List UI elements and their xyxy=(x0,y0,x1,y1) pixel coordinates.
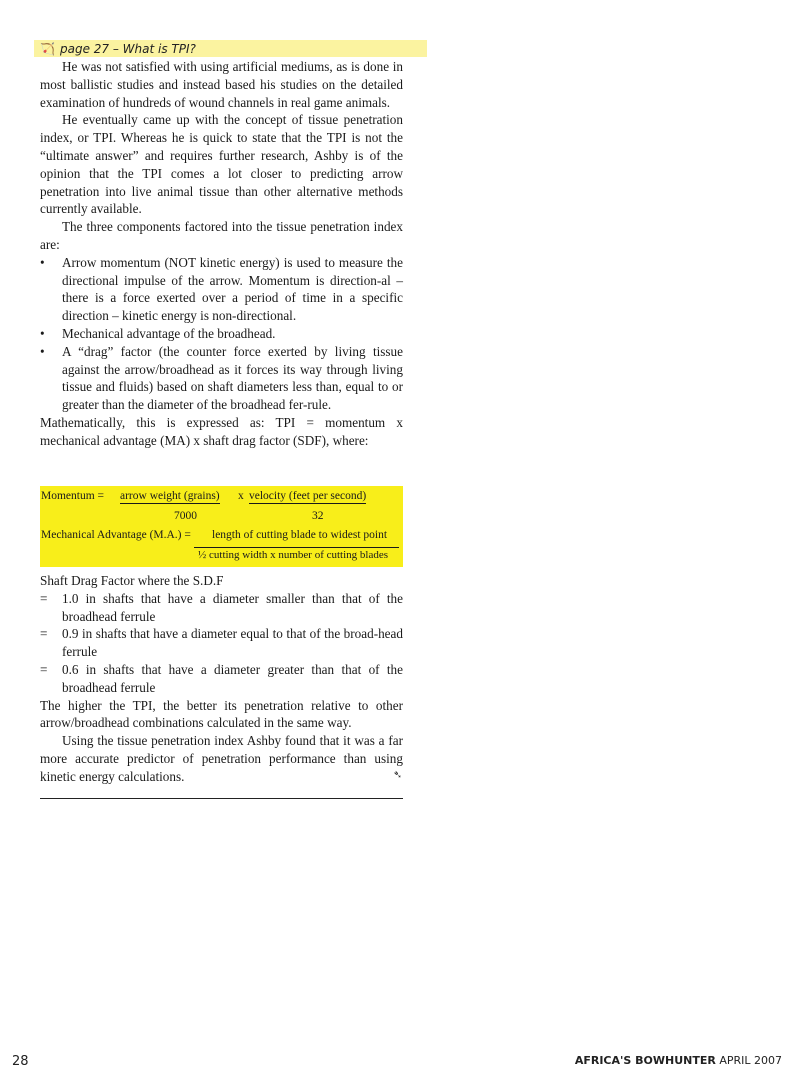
equals-marker: = xyxy=(40,661,48,677)
column-end-rule xyxy=(40,798,403,799)
paragraph: Using the tissue penetration index Ashby found that it was a far more accurate predictor of penetration performance than using kinetic energy calculations. xyxy=(40,733,403,784)
list-item-text: 0.6 in shafts that have a diameter greater than that of the broadhead ferrule xyxy=(62,661,403,695)
list-item xyxy=(40,590,403,626)
page-reference-banner xyxy=(34,40,427,57)
equals-marker: = xyxy=(40,590,48,606)
paragraph: The three components factored into the tissue penetration index are: xyxy=(40,219,403,252)
magazine-issue: APRIL 2007 xyxy=(719,1054,782,1067)
paragraph: Shaft Drag Factor where the S.D.F xyxy=(40,573,224,588)
bullet-marker: • xyxy=(40,343,45,359)
mechanical-advantage-label: Mechanical Advantage (M.A.) = xyxy=(41,529,191,541)
formula-box xyxy=(40,486,403,567)
list-item-text: Mechanical advantage of the broadhead. xyxy=(62,325,276,341)
momentum-denominator-velocity: 32 xyxy=(312,510,324,522)
page-reference-title: page 27 – What is TPI? xyxy=(60,41,196,56)
mechanical-advantage-numerator: length of cutting blade to widest point xyxy=(212,529,388,541)
bullet-marker: • xyxy=(40,254,45,270)
list-item xyxy=(40,661,403,697)
shaft-drag-factor-list xyxy=(40,590,403,697)
magazine-footer xyxy=(575,1054,782,1067)
list-item xyxy=(40,325,403,343)
paragraph: The higher the TPI, the better its penetration relative to other arrow/broadhead combinations calculated in the same way. xyxy=(40,697,403,731)
list-item-text: Arrow momentum (NOT kinetic energy) is used to measure the directional impulse of the arrow. Momentum is direction-al – there is a force exerted over a period of time in a specific direction – kinetic energy is non-directional. xyxy=(62,254,403,324)
momentum-times-sign: x xyxy=(238,490,244,502)
list-item-text: 1.0 in shafts that have a diameter smaller than that of the broadhead ferrule xyxy=(62,590,403,624)
paragraph: He was not satisfied with using artificial mediums, as is done in most ballistic studies and instead based his studies on the detailed examination of hundreds of wound channels in real game animals. xyxy=(40,59,403,110)
tpi-components-list xyxy=(40,254,403,414)
equals-marker: = xyxy=(40,626,48,642)
list-item xyxy=(40,625,403,661)
fraction-line xyxy=(194,547,399,548)
list-item-text: 0.9 in shafts that have a diameter equal to that of the broad-head ferrule xyxy=(62,626,403,660)
list-item xyxy=(40,343,403,414)
momentum-denominator-weight: 7000 xyxy=(174,510,197,522)
list-item xyxy=(40,254,403,325)
paragraph: He eventually came up with the concept of tissue penetration index, or TPI. Whereas he is quick to state that the TPI is not the “ultimate answer” and requires further research, Ashby is of the opinion that the TPI comes a lot closer to predicting arrow penetration into live animal tissue than other alternative methods currently available. xyxy=(40,112,403,217)
momentum-numerator-velocity: velocity (feet per second) xyxy=(249,490,367,502)
list-item-text: A “drag” factor (the counter force exerted by living tissue against the arrow/broadhead as it forces its way through living tissue and fluids) based on shaft diameters less than, equal to or greater than the diameter of the broadhead fer-rule. xyxy=(62,343,403,413)
paragraph: Mathematically, this is expressed as: TPI = momentum x mechanical advantage (MA) x shaft drag factor (SDF), where: xyxy=(40,414,403,448)
bullet-marker: • xyxy=(40,325,45,341)
archer-icon: 🏹 xyxy=(40,41,55,56)
magazine-name: AFRICA'S BOWHUNTER xyxy=(574,1054,716,1067)
page-number: 28 xyxy=(12,1054,29,1069)
article-body xyxy=(40,58,403,450)
mechanical-advantage-denominator: ½ cutting width x number of cutting blades xyxy=(198,549,389,561)
momentum-numerator-weight: arrow weight (grains) xyxy=(120,490,220,502)
momentum-label: Momentum = xyxy=(41,490,105,502)
end-of-article-icon: ➴ xyxy=(393,768,403,781)
article-body-continued xyxy=(40,572,403,786)
